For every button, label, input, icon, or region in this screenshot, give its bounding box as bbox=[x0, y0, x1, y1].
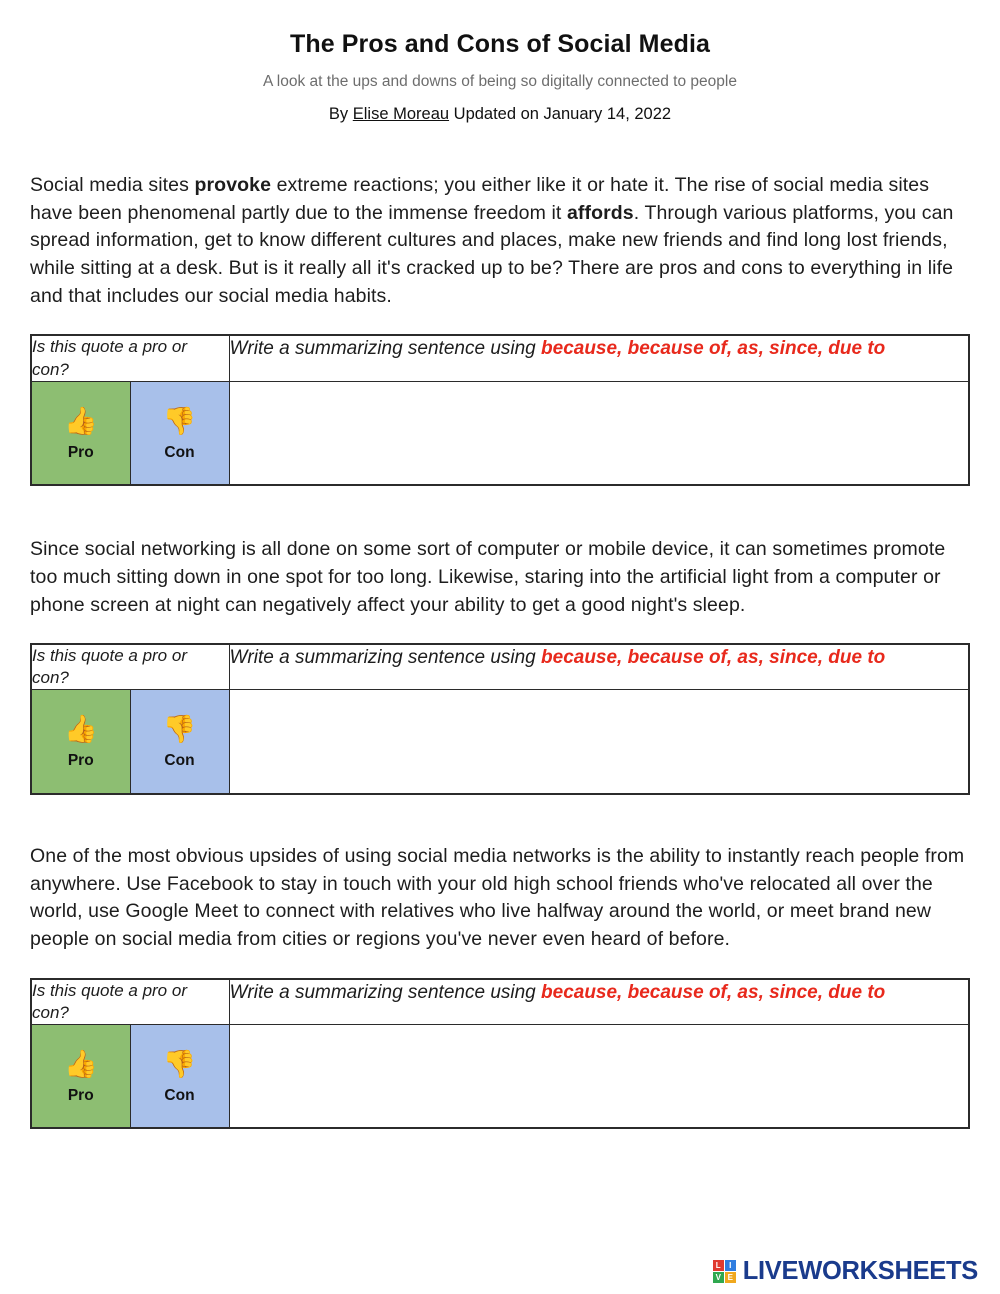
byline bbox=[30, 105, 970, 124]
con-label: Con bbox=[164, 752, 195, 770]
logo-wordmark: LIVEWORKSHEETS bbox=[742, 1257, 978, 1285]
author-name: Elise Moreau bbox=[352, 105, 450, 123]
byline-prefix: By bbox=[328, 105, 353, 123]
instruction-highlight: because, because of, as, since, due to bbox=[541, 981, 886, 1003]
thumbs-down-icon: 👎 bbox=[162, 1048, 197, 1079]
instruction-highlight: because, because of, as, since, due to bbox=[541, 647, 886, 669]
emphasis-word: provoke bbox=[194, 174, 272, 196]
instruction-cell bbox=[229, 644, 969, 690]
emphasis-word: affords bbox=[566, 201, 634, 224]
byline-date: Updated on January 14, 2022 bbox=[449, 105, 672, 123]
text-run: Since social networking is all done on some sort of computer or mobile device, it can sometimes promote too much sitting down in one spot for too long. Likewise, staring into the artificial light from a computer or phone screen at night can negatively affect your ability to get a good night's sleep. bbox=[30, 538, 946, 616]
text-run: extreme reactions; you either like it or hate it. The rise of social media sites have been phenomenal partly due to the immense freedom it bbox=[30, 174, 930, 224]
pro-label: Pro bbox=[67, 443, 94, 461]
page-title: The Pros and Cons of Social Media bbox=[289, 30, 711, 58]
liveworksheets-logo bbox=[713, 1257, 978, 1286]
pro-choice-button[interactable] bbox=[31, 1024, 130, 1128]
prompt-cell: Is this quote a pro or con? bbox=[31, 979, 229, 1025]
passage-2-text bbox=[30, 536, 970, 619]
con-label: Con bbox=[164, 1086, 195, 1104]
table-row bbox=[31, 335, 969, 381]
instruction-highlight: because, because of, as, since, due to bbox=[541, 338, 886, 360]
liveworksheets-logo-icon bbox=[713, 1260, 736, 1283]
con-label: Con bbox=[164, 443, 195, 461]
answer-table-2 bbox=[30, 643, 970, 795]
pro-label: Pro bbox=[67, 1086, 94, 1104]
thumbs-up-icon: 👍 bbox=[63, 405, 98, 436]
passage-1-text bbox=[30, 172, 970, 310]
logo-letter-l: L bbox=[713, 1260, 724, 1271]
answer-input-cell[interactable] bbox=[229, 690, 969, 794]
pro-label: Pro bbox=[67, 752, 94, 770]
instruction-plain: Write a summarizing sentence using bbox=[229, 338, 542, 360]
table-row bbox=[31, 690, 969, 794]
instruction-plain: Write a summarizing sentence using bbox=[229, 647, 542, 669]
logo-letter-e: E bbox=[725, 1272, 736, 1283]
thumbs-up-icon: 👍 bbox=[63, 1048, 98, 1079]
text-run: . Through various platforms, you can spread information, get to know different cultures and places, make new friends and find long lost friends, while sitting at a desk. But is it really all it's cracked up to be? There are pros and cons to everything in life and that includes our social media habits. bbox=[30, 201, 954, 307]
thumbs-down-icon: 👎 bbox=[162, 714, 197, 745]
prompt-cell: Is this quote a pro or con? bbox=[31, 335, 229, 381]
pro-choice-button[interactable] bbox=[31, 381, 130, 485]
thumbs-down-icon: 👎 bbox=[162, 405, 197, 436]
logo-letter-i: I bbox=[725, 1260, 736, 1271]
instruction-cell bbox=[229, 979, 969, 1025]
instruction-plain: Write a summarizing sentence using bbox=[229, 981, 542, 1003]
answer-input-cell[interactable] bbox=[229, 381, 969, 485]
table-row bbox=[31, 381, 969, 485]
passage-3-text bbox=[30, 843, 970, 954]
con-choice-button[interactable] bbox=[130, 1024, 229, 1128]
table-row bbox=[31, 644, 969, 690]
answer-input-cell[interactable] bbox=[229, 1024, 969, 1128]
table-row bbox=[31, 979, 969, 1025]
con-choice-button[interactable] bbox=[130, 381, 229, 485]
instruction-cell bbox=[229, 335, 969, 381]
text-run: Social media sites bbox=[30, 174, 195, 196]
prompt-cell: Is this quote a pro or con? bbox=[31, 644, 229, 690]
logo-letter-v: V bbox=[713, 1272, 724, 1283]
text-run: One of the most obvious upsides of using social media networks is the ability to instantly reach people from anywhere. Use Facebook to stay in touch with your old high school friends who've relocated all over the world, use Google Meet to connect with relatives who live halfway around the world, or meet brand new people on social media from cities or regions you've never even heard of before. bbox=[30, 844, 965, 950]
table-row bbox=[31, 1024, 969, 1128]
page-subtitle: A look at the ups and downs of being so digitally connected to people bbox=[263, 73, 737, 90]
answer-table-1 bbox=[30, 334, 970, 486]
answer-table-3 bbox=[30, 978, 970, 1130]
thumbs-up-icon: 👍 bbox=[63, 714, 98, 745]
con-choice-button[interactable] bbox=[130, 690, 229, 794]
pro-choice-button[interactable] bbox=[31, 690, 130, 794]
